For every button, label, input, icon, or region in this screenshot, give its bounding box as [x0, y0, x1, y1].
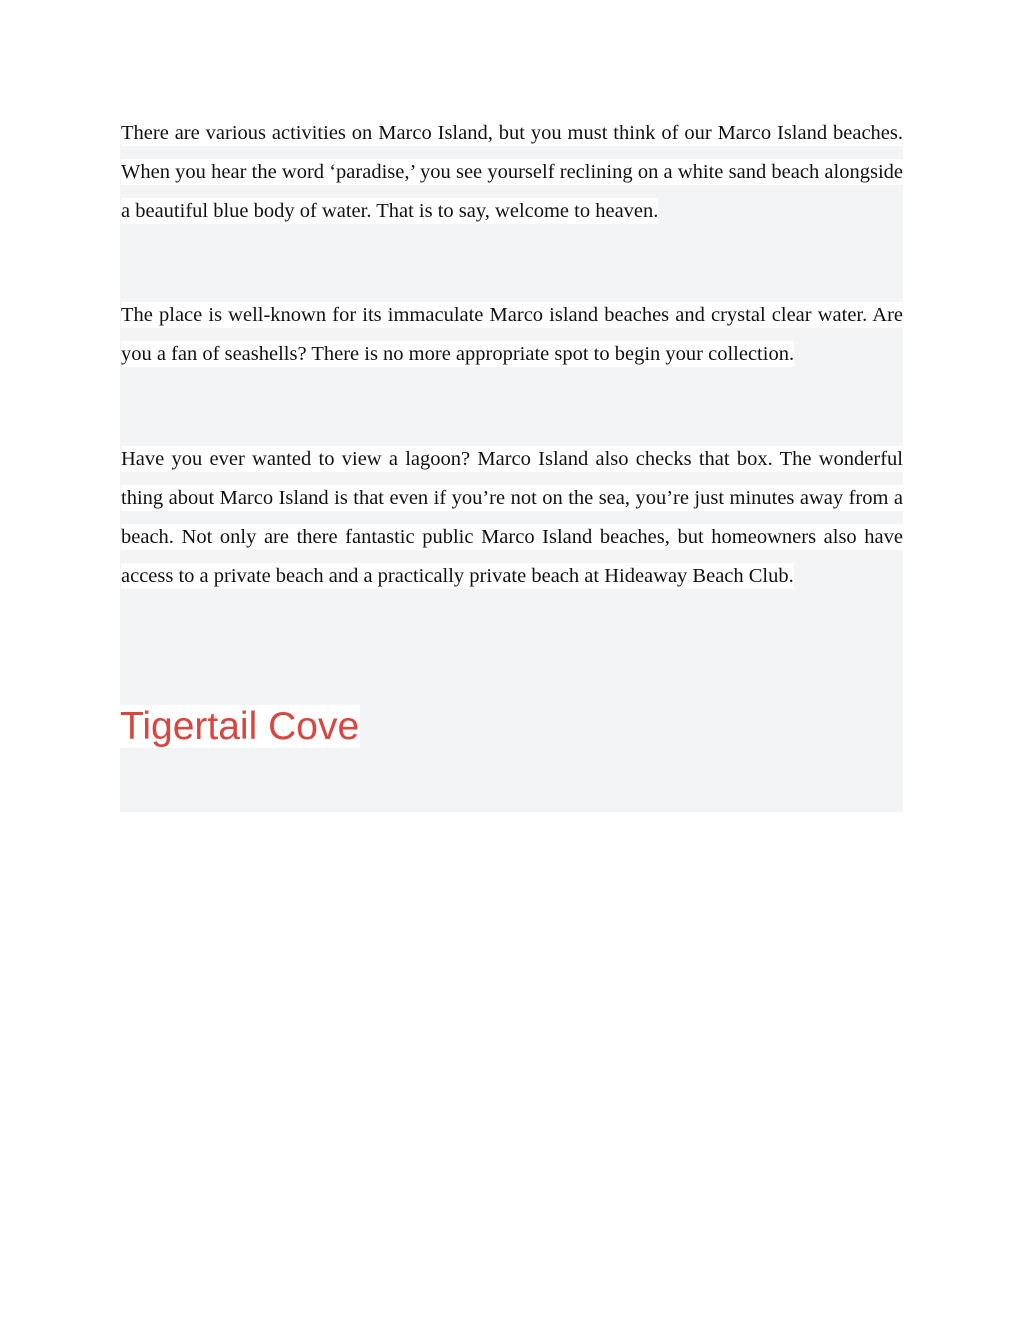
paragraph-beaches-text: The place is well-known for its immaculate Marco island beaches and crystal clear water. Are you a fan of seashells? There is no more appropriate spot to begin your collection.	[121, 304, 903, 365]
section-heading	[120, 703, 360, 751]
section-heading-text: Tigertail Cove	[120, 705, 360, 748]
paragraph-beaches	[121, 296, 903, 374]
paragraph-lagoon-text: Have you ever wanted to view a lagoon? Marco Island also checks that box. The wonderful thing about Marco Island is that even if you’re not on the sea, you’re just minutes away from a beach. Not only are there fantastic public Marco Island beaches, but homeowners also have access to a private beach and a practically private beach at Hideaway Beach Club.	[121, 448, 903, 587]
paragraph-activities-text: There are various activities on Marco Island, but you must think of our Marco Island beaches. When you hear the word ‘paradise,’ you see yourself reclining on a white sand beach alongside a beautiful blue body of water. That is to say, welcome to heaven.	[121, 122, 903, 222]
paragraph-activities	[121, 114, 903, 231]
paragraph-lagoon	[121, 440, 903, 596]
